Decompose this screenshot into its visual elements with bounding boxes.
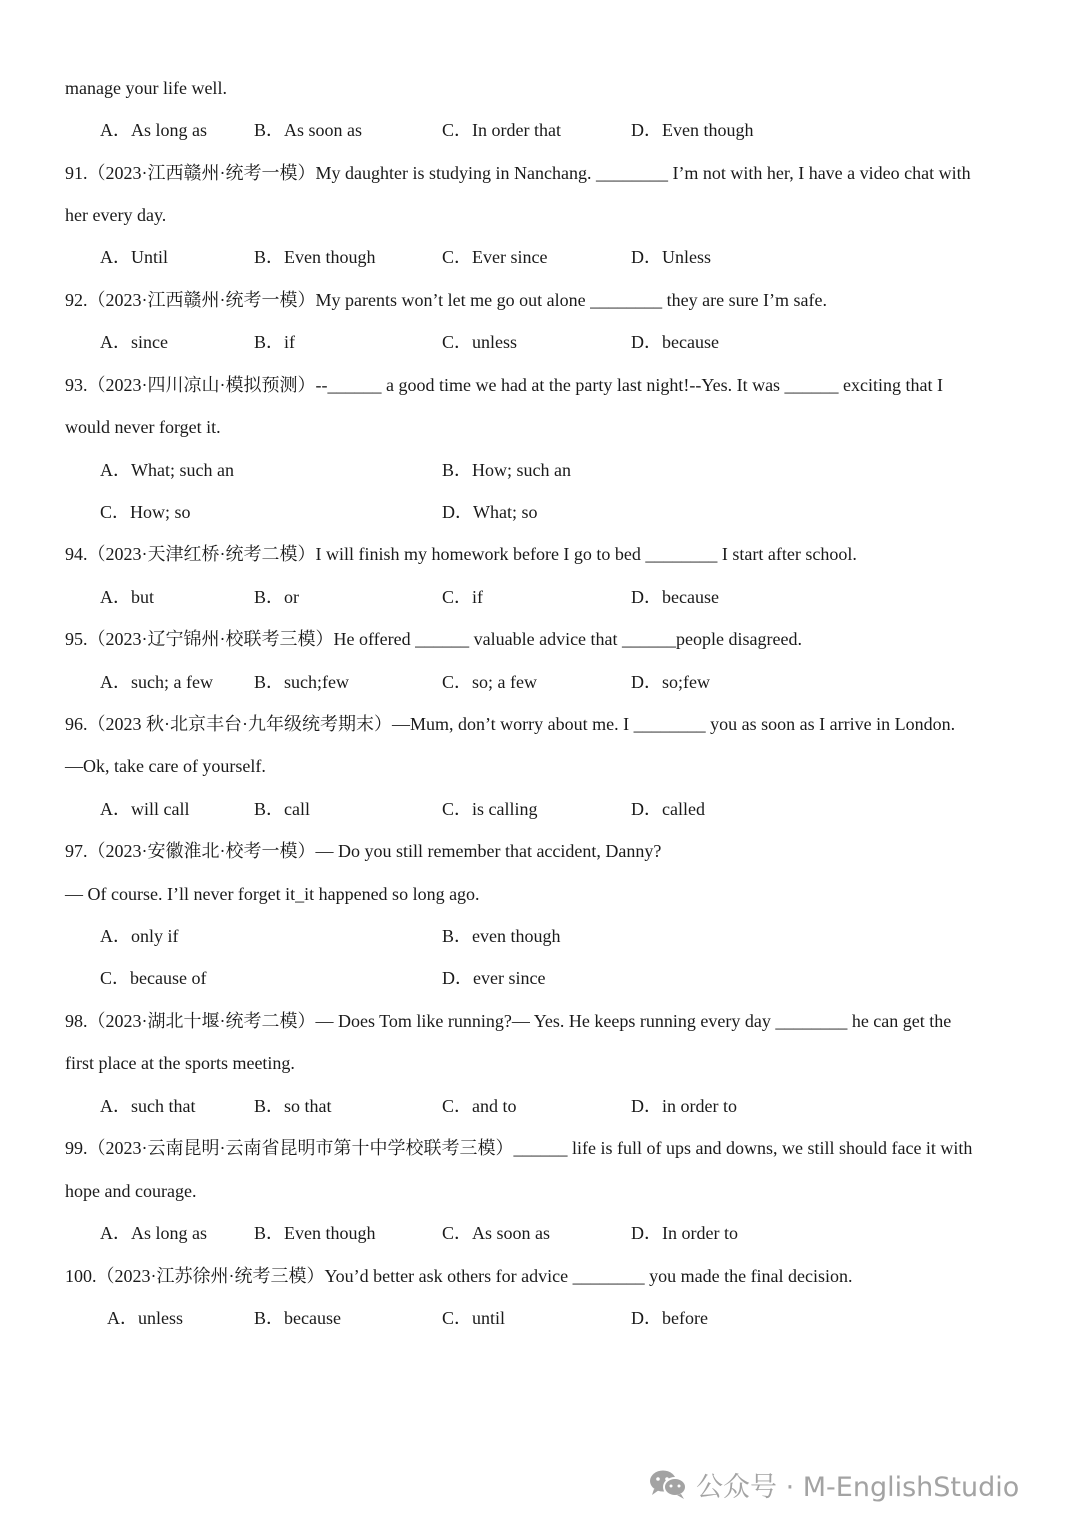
question-97-continuation: — Of course. I’ll never forget it_it happened so long ago.	[65, 884, 480, 904]
option-b: B．even though	[442, 926, 561, 946]
option-b: B．because	[254, 1308, 341, 1328]
option-b: B．so that	[254, 1096, 332, 1116]
question-91: 91.（2023·江西赣州·统考一模）My daughter is studying in Nanchang. ________ I’m not with her, I have a video chat with	[65, 163, 971, 183]
option-d: D．ever since	[442, 968, 546, 988]
question-98: 98.（2023·湖北十堰·统考二模）— Does Tom like running?— Yes. He keeps running every day ________ he can get the	[65, 1011, 952, 1031]
option-d: D．Even though	[631, 120, 754, 140]
option-c: C．if	[442, 587, 484, 607]
option-b: B．Even though	[254, 247, 376, 267]
option-a: A．unless	[107, 1308, 183, 1328]
question-91-continuation: her every day.	[65, 205, 167, 225]
watermark	[648, 1466, 1019, 1502]
option-a: A．As long as	[100, 1223, 207, 1243]
question-90-continuation: manage your life well.	[65, 78, 227, 98]
option-b: B．if	[254, 332, 296, 352]
option-c: C．and to	[442, 1096, 517, 1116]
question-94: 94.（2023·天津红桥·统考二模）I will finish my homework before I go to bed ________ I start after school.	[65, 544, 857, 564]
option-c: C．until	[442, 1308, 506, 1328]
option-a: A．As long as	[100, 120, 207, 140]
question-98-continuation: first place at the sports meeting.	[65, 1053, 295, 1073]
option-d: D．so;few	[631, 672, 710, 692]
watermark-text: 公众号 · M-EnglishStudio	[696, 1471, 1020, 1503]
option-c: C．Ever since	[442, 247, 548, 267]
question-93-continuation: would never forget it.	[65, 417, 221, 437]
question-100: 100.（2023·江苏徐州·统考三模）You’d better ask others for advice ________ you made the final decision.	[65, 1266, 853, 1286]
option-c: C．How; so	[100, 502, 191, 522]
option-d: D．in order to	[631, 1096, 737, 1116]
option-c: C．As soon as	[442, 1223, 551, 1243]
wechat-icon	[648, 1468, 688, 1500]
option-b: B．call	[254, 799, 310, 819]
option-a: A．such that	[100, 1096, 196, 1116]
option-b: B．How; such an	[442, 460, 571, 480]
option-c: C．so; a few	[442, 672, 537, 692]
option-b: B．or	[254, 587, 299, 607]
question-95: 95.（2023·辽宁锦州·校联考三模）He offered ______ valuable advice that ______people disagreed.	[65, 629, 802, 649]
option-c: C．unless	[442, 332, 518, 352]
option-b: B．such;few	[254, 672, 349, 692]
option-d: D．called	[631, 799, 705, 819]
option-d: D．What; so	[442, 502, 538, 522]
option-d: D．because	[631, 587, 719, 607]
option-b: B．As soon as	[254, 120, 363, 140]
option-a: A．will call	[100, 799, 190, 819]
option-a: A．What; such an	[100, 460, 234, 480]
question-92: 92.（2023·江西赣州·统考一模）My parents won’t let me go out alone ________ they are sure I’m safe.	[65, 290, 828, 310]
option-d: D．before	[631, 1308, 708, 1328]
option-a: A．Until	[100, 247, 169, 267]
question-99-continuation: hope and courage.	[65, 1181, 197, 1201]
option-d: D．because	[631, 332, 719, 352]
option-a: A．only if	[100, 926, 179, 946]
question-99: 99.（2023·云南昆明·云南省昆明市第十中学校联考三模）______ life is full of ups and downs, we still should face it with	[65, 1138, 973, 1158]
option-b: B．Even though	[254, 1223, 376, 1243]
option-d: D．In order to	[631, 1223, 738, 1243]
option-c: C．In order that	[442, 120, 561, 140]
question-97: 97.（2023·安徽淮北·校考一模）— Do you still remember that accident, Danny?	[65, 841, 662, 861]
option-a: A．such; a few	[100, 672, 213, 692]
question-96-continuation: —Ok, take care of yourself.	[65, 756, 266, 776]
question-93: 93.（2023·四川凉山·模拟预测）--______ a good time we had at the party last night!--Yes. It was ______ exciting that I	[65, 375, 944, 395]
option-c: C．because of	[100, 968, 207, 988]
option-c: C．is calling	[442, 799, 538, 819]
question-96: 96.（2023 秋·北京丰台·九年级统考期末）—Mum, don’t worry about me. I ________ you as soon as I arrive in London.	[65, 714, 956, 734]
option-a: A．but	[100, 587, 154, 607]
option-d: D．Unless	[631, 247, 711, 267]
option-a: A．since	[100, 332, 168, 352]
